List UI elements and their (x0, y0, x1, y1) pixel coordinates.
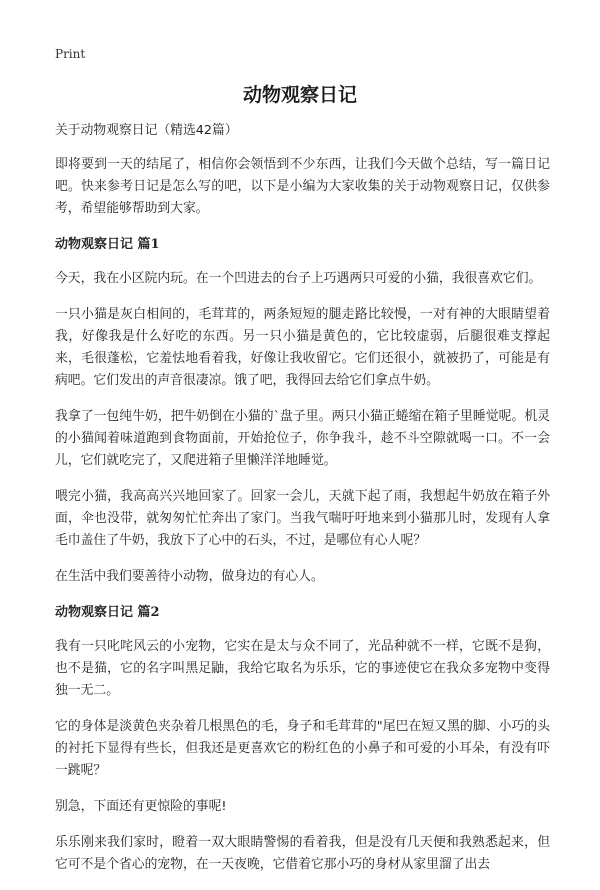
paragraph: 今天，我在小区院内玩。在一个凹进去的台子上巧遇两只可爱的小猫，我很喜欢它们。 (55, 271, 542, 286)
paragraph: 一只小猫是灰白相间的，毛茸茸的，两条短短的腿走路比较慢，一对有神的大眼睛望着我，好像我是什么好吃的东西。另一只小猫是黄色的，它比较虚弱，后腿很难支撑起来，毛很蓬松，它羞怯地看着我，好像让我收留它。它们还很小，就被扔了，可能是有病吧。它们发出的声音很凄凉。饿了吧，我得回去给它们拿点牛奶。 (55, 307, 550, 388)
article-subtitle: 关于动物观察日记（精选42篇） (55, 123, 238, 138)
paragraph: 我有一只叱咤风云的小宠物，它实在是太与众不同了，光品种就不一样，它既不是狗，也不是猫，它的名字叫黑足鼬，我给它取名为乐乐，它的事迹使它在我众多宠物中变得独一无二。 (55, 639, 550, 698)
paragraph: 别急，下面还有更惊险的事呢! (55, 799, 227, 814)
paragraph: 我拿了一包纯牛奶，把牛奶倒在小猫的`盘子里。两只小猫正蜷缩在箱子里睡觉呢。机灵的小猫闻着味道跑到食物面前，开始抢位子，你争我斗，趁不斗空隙就喝一口。不一会儿，它们就吃完了，又爬进箱子里懒洋洋地睡觉。 (55, 409, 550, 468)
paragraph: 乐乐刚来我们家时，瞪着一双大眼睛警惕的看着我，但是没有几天便和我熟悉起来，但它可不是个省心的宠物，在一天夜晚，它借着它那小巧的身材从家里溜了出去 (55, 835, 550, 872)
page-title: 动物观察日记 (242, 84, 357, 106)
paragraph: 喂完小猫，我高高兴兴地回家了。回家一会儿，天就下起了雨，我想起牛奶放在箱子外面，伞也没带，就匆匆忙忙奔出了家门。当我气喘吁吁地来到小猫那儿时，发现有人拿毛巾盖住了牛奶，我放下了心中的石头，不过，是哪位有心人呢？ (55, 489, 550, 548)
section-heading-2: 动物观察日记 篇2 (55, 605, 160, 620)
intro-paragraph: 即将要到一天的结尾了，相信你会领悟到不少东西，让我们今天做个总结，写一篇日记吧。快来参考日记是怎么写的吧，以下是小编为大家收集的关于动物观察日记，仅供参考，希望能够帮助到大家。 (55, 157, 550, 216)
article-body (55, 120, 550, 890)
print-link[interactable]: Print (55, 47, 86, 61)
paragraph: 它的身体是淡黄色夹杂着几根黑色的毛，身子和毛茸茸的"尾巴在短又黑的脚、小巧的头的衬托下显得有些长，但我还是更喜欢它的粉红色的小鼻子和可爱的小耳朵，有没有吓一跳呢？ (55, 719, 550, 778)
section-heading-1: 动物观察日记 篇1 (55, 237, 160, 252)
paragraph: 在生活中我们要善待小动物，做身边的有心人。 (55, 569, 324, 584)
